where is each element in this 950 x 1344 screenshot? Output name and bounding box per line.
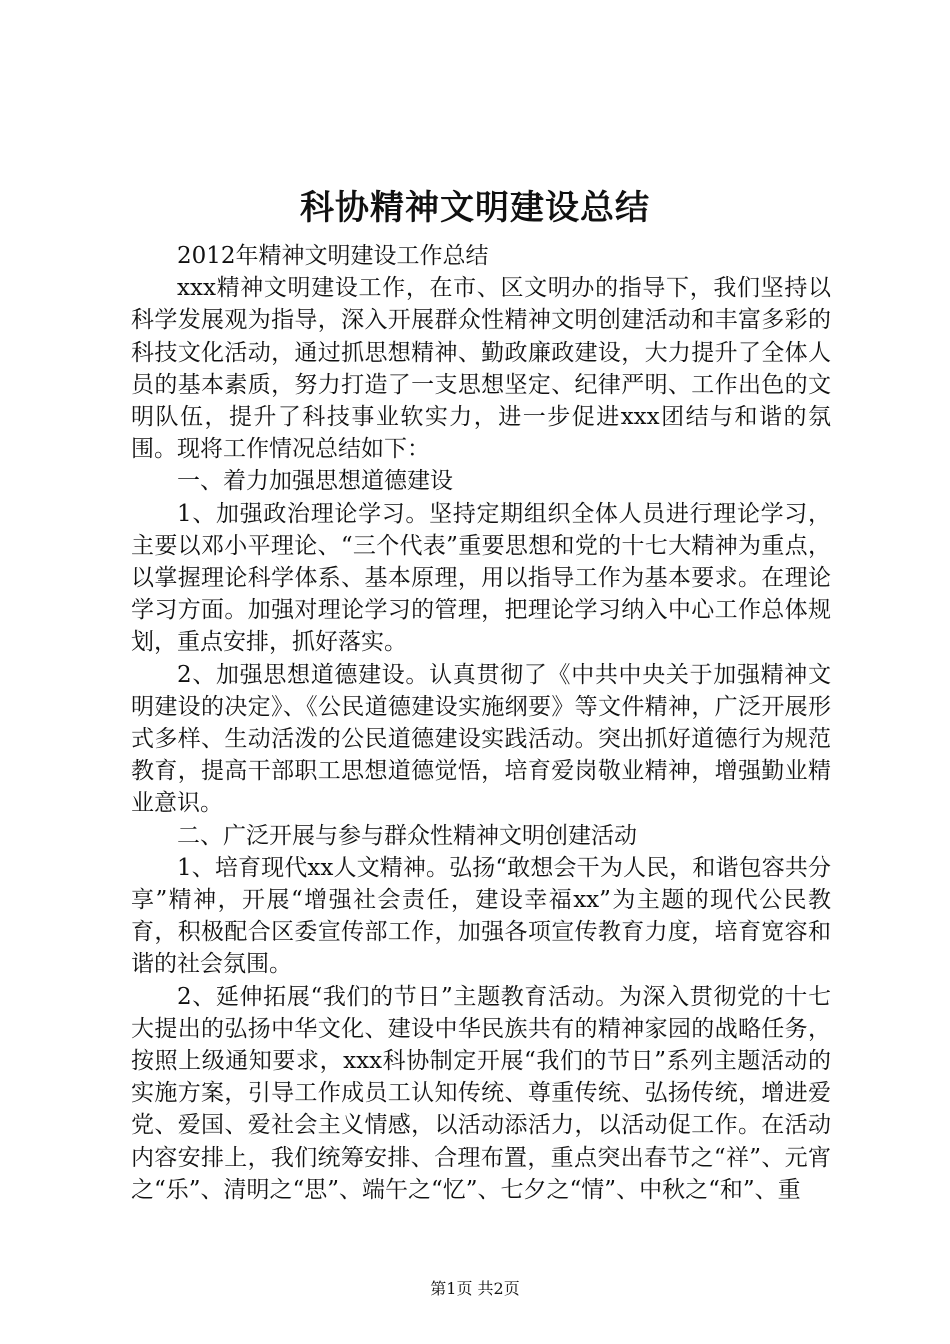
paragraph-2-2: 2、延伸拓展“我们的节日”主题教育活动。为深入贯彻党的十七大提出的弘扬中华文化、建设中华民族共有的精神家园的战略任务，按照上级通知要求，xxx科协制定开展“我们的节日”系列主题活动的实施方案，引导工作成员工认知传统、尊重传统、弘扬传统，增进爱党、爱国、爱社会主义情感，以活动添活力，以活动促工作。在活动内容安排上，我们统筹安排、合理布置，重点突出春节之“祥”、元宵之“乐”、清明之“思”、端午之“忆”、七夕之“情”、中秋之“和”、重	[131, 983, 831, 1203]
paragraph-subtitle: 2012年精神文明建设工作总结	[177, 243, 489, 269]
document-title: 科协精神文明建设总结	[300, 188, 650, 228]
section-heading-1: 一、着力加强思想道德建设	[177, 468, 453, 495]
page-number-footer: 第1页 共2页	[430, 1279, 520, 1298]
document-body	[131, 240, 831, 1206]
paragraph-1-2: 2、加强思想道德建设。认真贯彻了《中共中央关于加强精神文明建设的决定》、《公民道德建设实施纲要》等文件精神，广泛开展形式多样、生动活泼的公民道德建设实践活动。突出抓好道德行为规范教育，提高干部职工思想道德觉悟，培育爱岗敬业精神，增强勤业精业意识。	[131, 661, 831, 817]
paragraph-1-1: 1、加强政治理论学习。坚持定期组织全体人员进行理论学习，主要以邓小平理论、“三个代表”重要思想和党的十七大精神为重点，以掌握理论科学体系、基本原理，用以指导工作为基本要求。在理论学习方面。加强对理论学习的管理，把理论学习纳入中心工作总体规划，重点安排，抓好落实。	[131, 500, 831, 656]
section-heading-2: 二、广泛开展与参与群众性精神文明创建活动	[177, 822, 637, 849]
paragraph-2-1: 1、培育现代xx人文精神。弘扬“敢想会干为人民，和谐包容共分享”精神，开展“增强社会责任，建设幸福xx”为主题的现代公民教育，积极配合区委宣传部工作，加强各项宣传教育力度，培育宽容和谐的社会氛围。	[131, 854, 831, 978]
paragraph-intro: xxx精神文明建设工作，在市、区文明办的指导下，我们坚持以科学发展观为指导，深入开展群众性精神文明创建活动和丰富多彩的科技文化活动，通过抓思想精神、勤政廉政建设，大力提升了全体人员的基本素质，努力打造了一支思想坚定、纪律严明、工作出色的文明队伍，提升了科技事业软实力，进一步促进xxx团结与和谐的氛围。现将工作情况总结如下：	[131, 275, 831, 463]
